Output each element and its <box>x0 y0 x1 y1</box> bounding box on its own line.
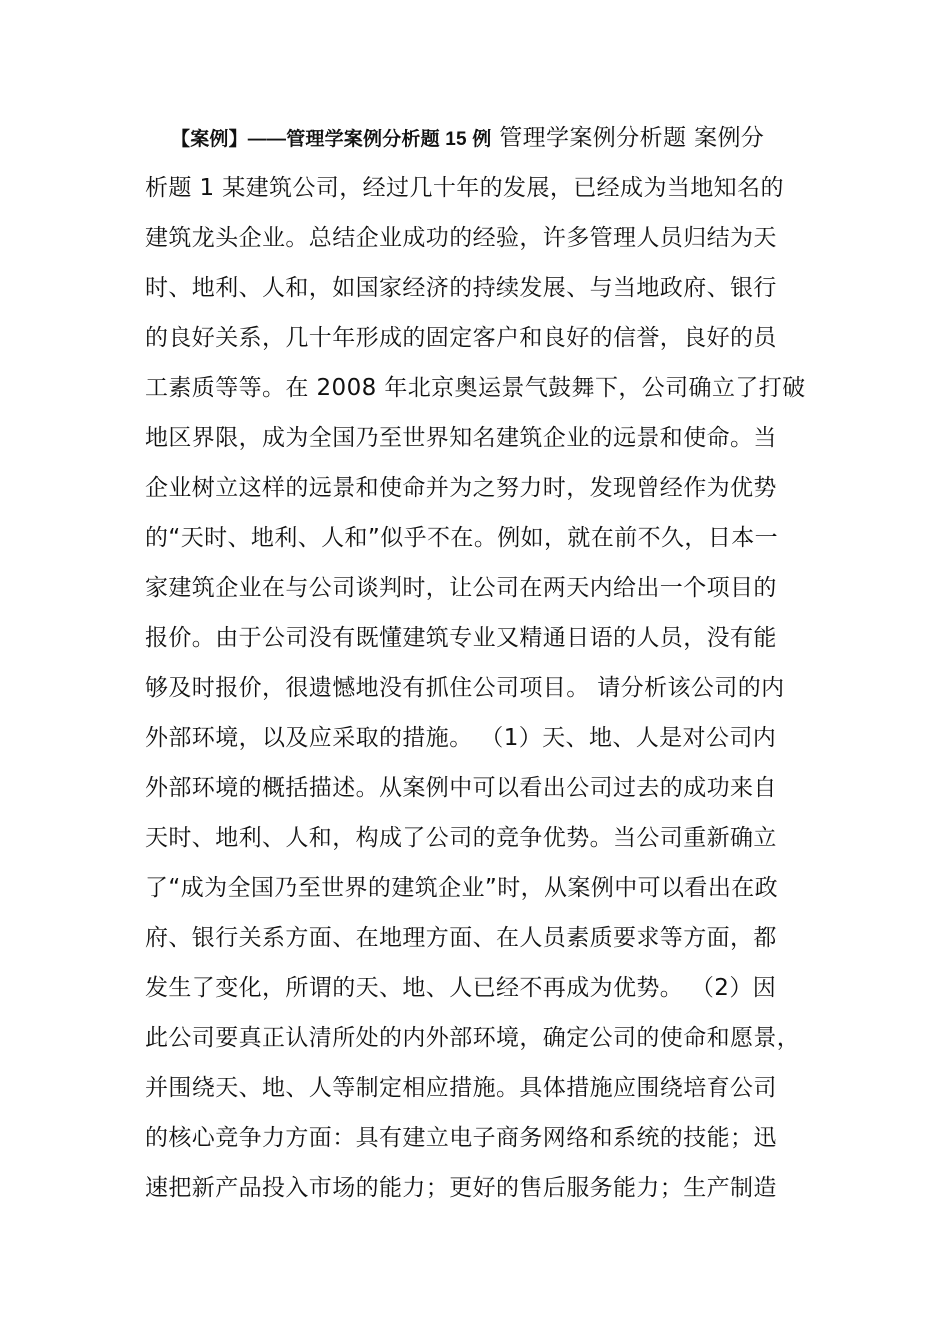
text-line-15: 天时、地利、人和，构成了公司的竞争优势。当公司重新确立 <box>145 825 777 851</box>
text-line-9: 的“天时、地利、人和”似乎不在。例如，就在前不久，日本一 <box>145 525 779 551</box>
text-line-8: 企业树立这样的远景和使命并为之努力时，发现曾经作为优势 <box>145 475 777 501</box>
text-line-21: 的核心竞争力方面：具有建立电子商务网络和系统的技能；迅 <box>145 1125 777 1151</box>
text-line-10: 家建筑企业在与公司谈判时，让公司在两天内给出一个项目的 <box>145 575 777 601</box>
text-line-5: 的良好关系，几十年形成的固定客户和良好的信誉，良好的员 <box>145 325 777 351</box>
case-heading: 【案例】——管理学案例分析题 15 例 <box>171 129 492 150</box>
text-line-6: 工素质等等。在 2008 年北京奥运景气鼓舞下，公司确立了打破 <box>145 375 806 401</box>
text-line-7: 地区界限，成为全国乃至世界知名建筑企业的远景和使命。当 <box>145 425 777 451</box>
text-line-3: 建筑龙头企业。总结企业成功的经验，许多管理人员归结为天 <box>145 225 777 251</box>
text-line-16: 了“成为全国乃至世界的建筑企业”时，从案例中可以看出在政 <box>145 875 779 901</box>
text-line-1-rest: 管理学案例分析题 案例分 <box>491 125 765 151</box>
text-line-19: 此公司要真正认清所处的内外部环境，确定公司的使命和愿景， <box>145 1025 801 1051</box>
text-line-17: 府、银行关系方面、在地理方面、在人员素质要求等方面，都 <box>145 925 777 951</box>
text-line-11: 报价。由于公司没有既懂建筑专业又精通日语的人员，没有能 <box>145 625 777 651</box>
text-line-1 <box>145 113 810 163</box>
text-line-20: 并围绕天、地、人等制定相应措施。具体措施应围绕培育公司 <box>145 1075 777 1101</box>
text-line-12: 够及时报价，很遗憾地没有抓住公司项目。 请分析该公司的内 <box>145 675 785 701</box>
body-text <box>145 113 810 1213</box>
text-line-18: 发生了变化，所谓的天、地、人已经不再成为优势。 （2）因 <box>145 975 777 1001</box>
text-line-22: 速把新产品投入市场的能力；更好的售后服务能力；生产制造 <box>145 1175 777 1201</box>
text-line-13: 外部环境，以及应采取的措施。 （1）天、地、人是对公司内 <box>145 725 777 751</box>
text-line-4: 时、地利、人和，如国家经济的持续发展、与当地政府、银行 <box>145 275 777 301</box>
text-line-14: 外部环境的概括描述。从案例中可以看出公司过去的成功来自 <box>145 775 777 801</box>
text-line-2: 析题 1 某建筑公司，经过几十年的发展，已经成为当地知名的 <box>145 175 784 201</box>
